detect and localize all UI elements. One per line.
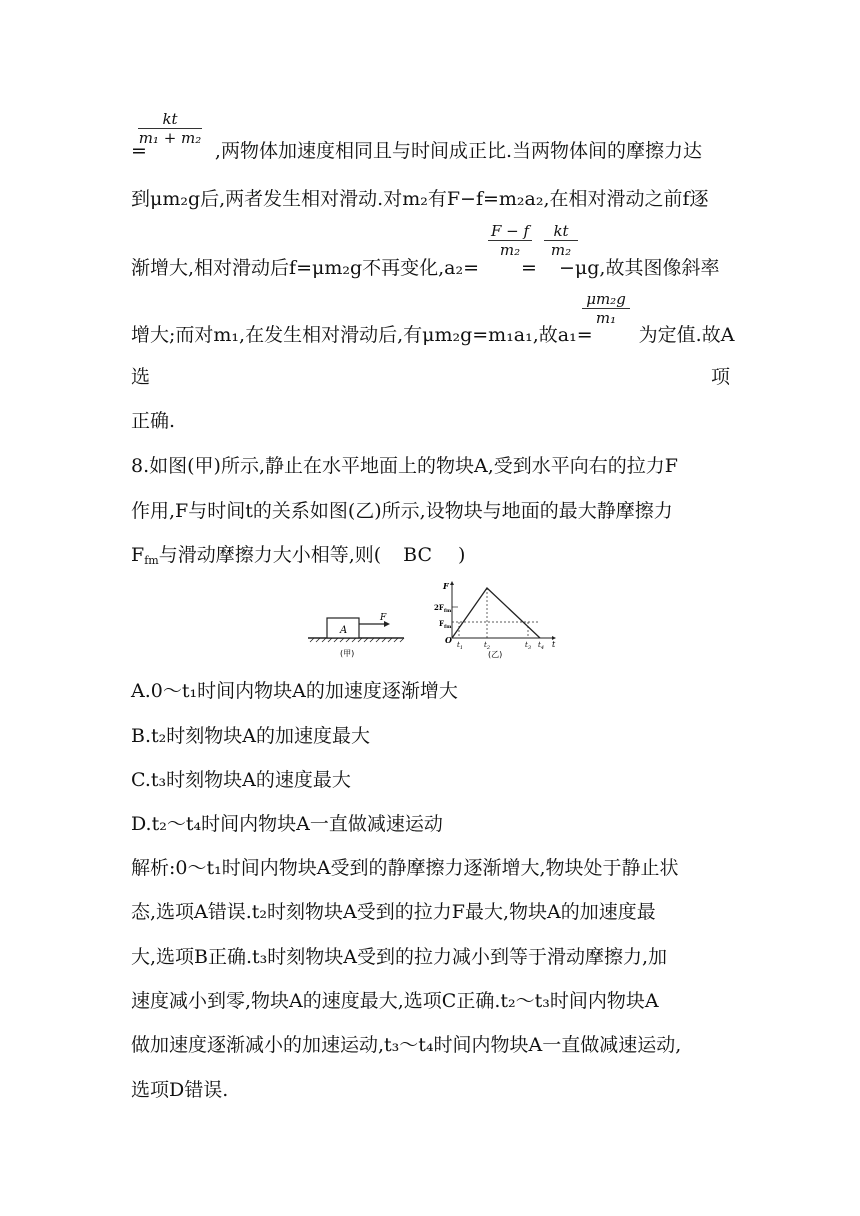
analysis-line-3: 大,选项B正确.t₃时刻物块A受到的拉力减小到等于滑动摩擦力,加 bbox=[131, 946, 668, 968]
solution-line-6: 正确. bbox=[131, 410, 176, 432]
analysis-line-5: 做加速度逐渐减小的加速运动,t₃～t₄时间内物块A一直做减速运动, bbox=[131, 1034, 682, 1056]
answer-text: BC bbox=[403, 544, 433, 566]
equals-sign: = bbox=[131, 140, 147, 162]
analysis-line-2: 态,选项A错误.t₂时刻物块A受到的拉力F最大,物块A的加速度最 bbox=[131, 901, 656, 923]
fraction-numerator: F − f bbox=[490, 222, 530, 240]
solution-text: 项 bbox=[711, 366, 731, 388]
subscript: fm bbox=[144, 554, 159, 567]
fraction-denominator: m₁ bbox=[595, 309, 617, 327]
question-stem-line-3 bbox=[131, 543, 731, 573]
tick-t3: $t_3$ bbox=[525, 641, 532, 651]
fraction-kt-over-m2 bbox=[544, 222, 578, 259]
solution-text: 选 bbox=[131, 366, 151, 388]
solution-line-5 bbox=[131, 365, 731, 389]
question-stem-line-1: 8.如图(甲)所示,静止在水平地面上的物块A,受到水平向右的拉力F bbox=[131, 455, 678, 477]
question-text: 与滑动摩擦力大小相等,则( bbox=[158, 544, 382, 566]
tick-t4: $t_4$ bbox=[538, 641, 545, 651]
figure-block-and-graph bbox=[300, 580, 560, 662]
analysis-line-4: 速度减小到零,物块A的速度最大,选项C正确.t₂～t₃时间内物块A bbox=[131, 990, 659, 1012]
option-d: D.t₂～t₄时间内物块A一直做减速运动 bbox=[131, 813, 443, 835]
option-a: A.0～t₁时间内物块A的加速度逐渐增大 bbox=[131, 680, 458, 702]
tick-t1: $t_1$ bbox=[457, 641, 464, 651]
question-stem-line-2: 作用,F与时间t的关系如图(乙)所示,设物块与地面的最大静摩擦力 bbox=[131, 500, 673, 522]
solution-text: −μg,故其图像斜率 bbox=[558, 257, 720, 279]
tick-2ffm: $2F_{fm}$ bbox=[434, 603, 452, 614]
fraction-f-minus-f-over-m2 bbox=[488, 222, 532, 259]
solution-text: ,两物体加速度相同且与时间成正比.当两物体间的摩擦力达 bbox=[214, 140, 703, 162]
solution-line-3 bbox=[131, 256, 731, 280]
fraction-numerator: μm₂g bbox=[586, 290, 626, 308]
option-c: C.t₃时刻物块A的速度最大 bbox=[131, 769, 351, 791]
block-label: A bbox=[340, 625, 348, 636]
fraction-denominator: m₂ bbox=[499, 241, 521, 259]
y-axis-arrow bbox=[450, 581, 454, 585]
fraction-denominator: m₁ + m₂ bbox=[138, 129, 202, 147]
solution-text: 为定值.故A bbox=[638, 324, 735, 346]
fraction-denominator: m₂ bbox=[550, 241, 572, 259]
force-label: F bbox=[380, 613, 387, 623]
caption-left: (甲) bbox=[340, 649, 355, 658]
question-text: ) bbox=[458, 544, 466, 566]
fraction-numerator: kt bbox=[162, 110, 178, 128]
symbol-f: F bbox=[131, 544, 145, 566]
force-curve bbox=[452, 588, 540, 638]
fraction-mu-m2g-over-m1 bbox=[582, 290, 630, 327]
tick-ffm: $F_{fm}$ bbox=[439, 619, 452, 630]
analysis-line-6: 选项D错误. bbox=[131, 1079, 229, 1101]
solution-line-1 bbox=[131, 139, 731, 163]
solution-text: 增大;而对m₁,在发生相对滑动后,有μm₂g=m₁a₁,故a₁= bbox=[131, 324, 593, 346]
option-b: B.t₂时刻物块A的加速度最大 bbox=[131, 725, 370, 747]
y-axis-label: F bbox=[443, 581, 449, 591]
origin-label: O bbox=[445, 635, 452, 645]
tick-t2: $t_2$ bbox=[484, 641, 491, 651]
solution-text: 渐增大,相对滑动后f=μm₂g不再变化,a₂= bbox=[131, 257, 480, 279]
solution-line-4 bbox=[131, 323, 735, 347]
caption-right: (乙) bbox=[488, 650, 503, 659]
x-axis-label: t bbox=[552, 640, 556, 649]
equals-sign: = bbox=[521, 257, 537, 279]
fraction-numerator: kt bbox=[553, 222, 569, 240]
analysis-line-1: 解析:0～t₁时间内物块A受到的静摩擦力逐渐增大,物块处于静止状 bbox=[131, 857, 679, 879]
solution-line-2: 到μm₂g后,两者发生相对滑动.对m₂有F−f=m₂a₂,在相对滑动之前f逐 bbox=[131, 188, 709, 210]
